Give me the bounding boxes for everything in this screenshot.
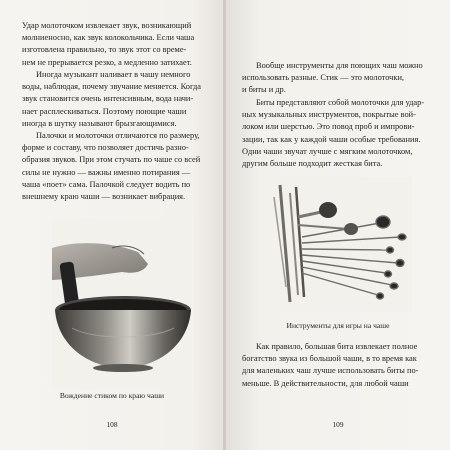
text-line: для маленьких чаш лучше использовать биты по-: [242, 366, 419, 376]
text-line: воды, наблюдая, почему звучание меняется. Когда: [22, 82, 201, 92]
left-page: [0, 0, 224, 450]
text-line: нает расплескиваться. Поэтому поющие чаши: [22, 106, 187, 116]
text-line: Вообще инструменты для поющих чаш можно: [256, 61, 423, 70]
text-line: зации, так как у каждой чаши особые требования.: [242, 134, 421, 144]
text-line: внешнему краю чаши — возникает вибрация.: [22, 192, 186, 202]
text-line: локом или шерстью. Это повод проб и импрови-: [242, 122, 415, 132]
page-number: 109: [332, 420, 344, 429]
text-line: нем не прерывается резко, а медленно затихает.: [22, 57, 192, 67]
left-paragraph-1: [22, 20, 208, 69]
text-line: Как правило, большая бита извлекает полное: [256, 342, 418, 351]
photo-caption: Вождение стиком по краю чаши: [59, 391, 165, 400]
text-line: силы не нужно — важны именно потирания —: [22, 167, 191, 177]
left-paragraph-2: [22, 69, 208, 130]
text-line: меньше. В действительности, для любой чаши: [242, 378, 409, 388]
text-line: Палочки и молоточки отличаются по размеру,: [36, 131, 200, 140]
text-line: Удар молоточком извлекает звук, возникающий: [22, 21, 192, 30]
text-line: молниеносно, как звук колокольчика. Если чаша: [22, 33, 195, 43]
text-line: и биты и др.: [242, 85, 286, 95]
left-paragraph-3: [22, 130, 208, 203]
text-line: Иногда музыкант наливает в чашу немного: [36, 70, 191, 79]
right-page: [226, 0, 450, 450]
photo-caption: Инструменты для игры на чаше: [286, 321, 390, 330]
right-paragraph-1: [242, 60, 430, 97]
text-line: ных музыкальных инструментов, покрытые вой-: [242, 110, 416, 120]
text-line: чаша «поет» сама. Палочкой следует водить по: [22, 179, 191, 189]
text-line: образия звуков. При этом стучать по чаше со всей: [22, 155, 201, 165]
instruments-photo: [268, 177, 412, 312]
text-line: изготовлена правильно, то звук этот со време-: [22, 45, 187, 55]
right-paragraph-2: [242, 97, 430, 170]
text-line: использовать разные. Стик — это молоточки,: [242, 73, 405, 83]
bowl-stick-photo: [52, 218, 194, 390]
text-line: богатство звука из большой чаши, в то время как: [242, 354, 417, 364]
right-paragraph-3: [242, 341, 430, 390]
text-line: Биты представляют собой молоточки для удар-: [256, 98, 425, 107]
text-line: Одни чаши звучат лучше с мягким молоточком,: [242, 146, 413, 156]
page-number: 108: [106, 420, 118, 429]
text-line: форме и составу, что позволяет достичь разно-: [22, 143, 189, 153]
text-line: иногда в шутку называют брызгающимися.: [22, 118, 177, 128]
text-line: другим больше подходит жесткая бита.: [242, 159, 383, 169]
text-line: звук становится очень интенсивным, вода начи-: [22, 94, 194, 104]
